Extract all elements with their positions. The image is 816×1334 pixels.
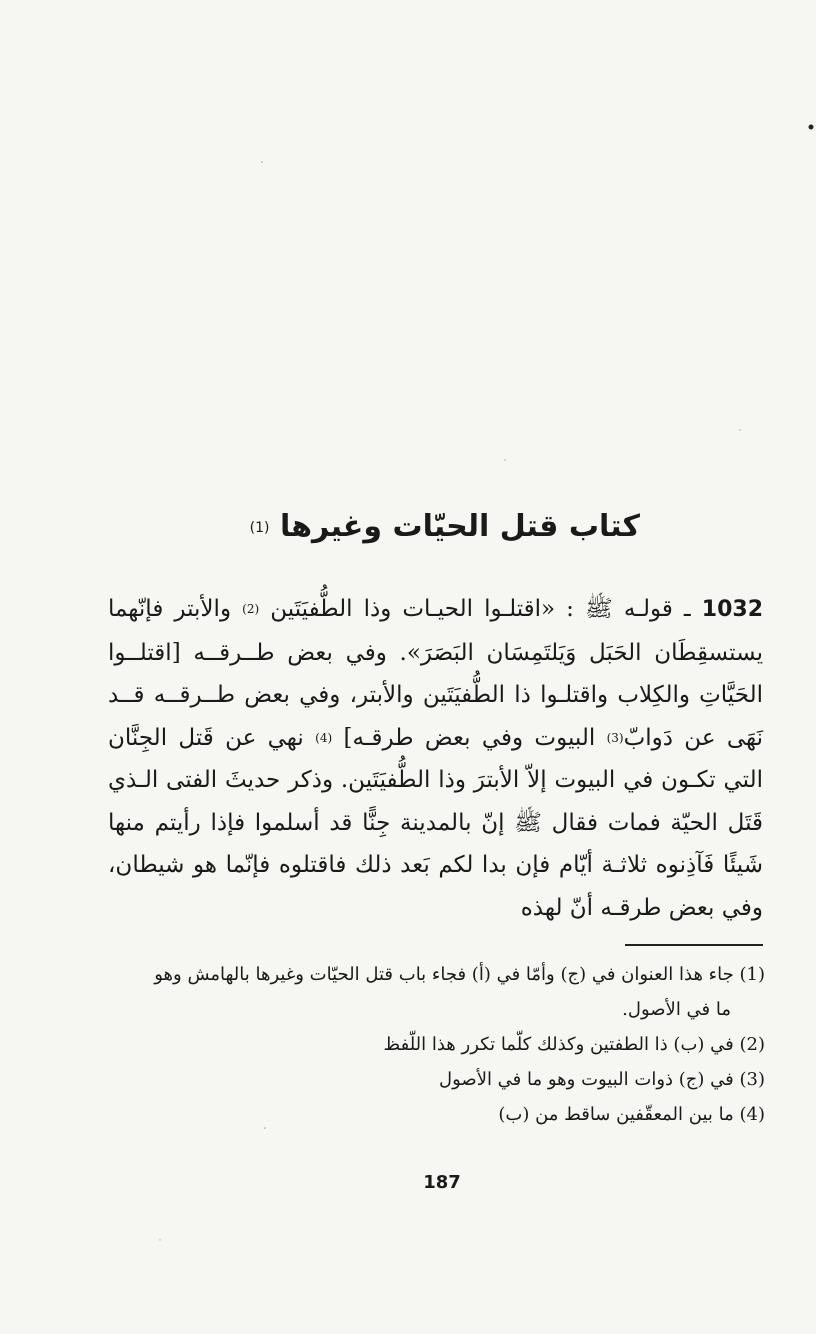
title-footnote-marker: (1) [249, 520, 270, 536]
footnote-marker: (3) [739, 1069, 765, 1090]
footnote-ref-4: (4) [315, 730, 333, 745]
footnote-marker: (4) [739, 1104, 765, 1125]
footnote-text-continued: ما في الأصول. [622, 999, 731, 1020]
footnote-1 [108, 957, 765, 1027]
chapter-title [0, 505, 640, 550]
hadith-number: 1032 [701, 597, 763, 622]
footnote-text: ما بين المعقّفين ساقط من (ب) [498, 1104, 734, 1125]
footnote-2 [108, 1027, 765, 1062]
paragraph-text-a: ـ قولـه ﷺ : «اقتلـوا الحيـات وذا الطُّفيَتَين [270, 596, 691, 622]
footnote-4 [108, 1097, 765, 1132]
paragraph-text-d: نهي عن قَتل الجِنَّان التي تكـون في البيوت إلاّ الأبترَ وذا الطُّفيَتَين. وذكر حديثَ الفتى الـذي قَتَل الحيّة فمات فقال ﷺ إنّ بالمدينة جِنًّا قد أسلموا فإذا رأيتم منها شَيئًا فَآذِنوه ثلاثـة أيّام فإن بدا لكم بَعد ذلك فاقتلوه فإنّما هو شيطان، وفي بعض طرقـه أنّ لهذه [108, 724, 763, 921]
paragraph-text-b: والأبتر فإنّهما يستسقِطَان الحَبَل وَيَلتَمِسَان البَصَرَ». وفي بعض طــرقــه [اقتلــوا الحَيَّاتِ والكِلاب واقتلـوا ذا الطُّفيَتَين والأبتر، وفي بعض طــرقــه قــد نَهَى عن دَوابّ [108, 596, 764, 751]
footnote-ref-2: (2) [242, 602, 260, 616]
footnote-marker: (1) [739, 964, 765, 985]
footnote-divider [625, 944, 763, 946]
footnote-text: جاء هذا العنوان في (ج) وأمّا في (أ) فجاء باب قتل الحيّات وغيرها بالهامش وهو [154, 964, 734, 985]
footnote-marker: (2) [739, 1034, 765, 1055]
page-number: 187 [423, 1172, 461, 1193]
footnote-ref-3: (3) [606, 730, 624, 745]
main-paragraph [108, 588, 763, 929]
footnote-text: في (ب) ذا الطفتين وكذلك كلّما تكرر هذا اللّفظ [383, 1034, 734, 1055]
chapter-title-text: كتاب قتل الحيّات وغيرها [279, 509, 640, 544]
footnotes [108, 957, 765, 1132]
paragraph-text-c: البيوت وفي بعض طرقـه] [343, 724, 596, 751]
footnote-text: في (ج) ذوات البيوت وهو ما في الأصول [439, 1069, 734, 1090]
footnote-3 [108, 1062, 765, 1097]
